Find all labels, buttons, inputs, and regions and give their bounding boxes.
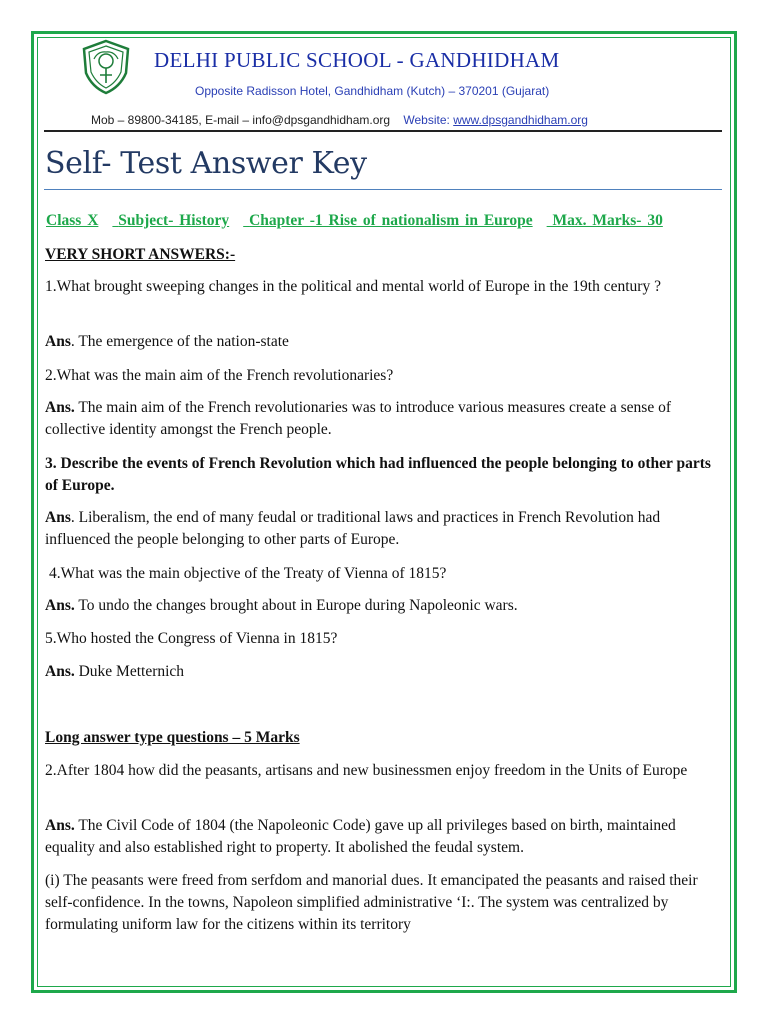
ans-label: Ans bbox=[45, 509, 71, 526]
answer-5 bbox=[45, 661, 725, 683]
long-answer-2 bbox=[45, 815, 725, 859]
question-4: 4.What was the main objective of the Treaty of Vienna of 1815? bbox=[49, 565, 447, 582]
long-answer-2-point-i: (i) The peasants were freed from serfdom and manorial dues. It emancipated the peasants and raised their self-confidence. In the towns, Napoleon simplified administrative ‘I:. The system was centralized by formulating uniform law for the citizens within its territory bbox=[45, 872, 698, 933]
contact-info: Mob – 89800-34185, E-mail – info@dpsgandhidham.org bbox=[91, 113, 391, 127]
title-divider bbox=[44, 189, 722, 190]
ans-label: Ans. bbox=[45, 663, 75, 680]
class-info-line bbox=[46, 212, 663, 230]
long-answer-2-text: The Civil Code of 1804 (the Napoleonic Code) gave up all privileges based on birth, maintained equality and also established right to property. It abolished the feudal system. bbox=[45, 817, 676, 856]
subject-label: Subject- History bbox=[118, 212, 230, 229]
chapter-label: Chapter -1 Rise of nationalism in Europe bbox=[249, 212, 533, 229]
school-crest-icon bbox=[80, 39, 132, 95]
answer-4 bbox=[45, 595, 725, 617]
answer-3 bbox=[45, 507, 725, 551]
answer-4-text: To undo the changes brought about in Europe during Napoleonic wars. bbox=[74, 597, 518, 614]
ans-label: Ans. bbox=[45, 399, 75, 416]
question-3 bbox=[45, 453, 725, 497]
ans-label: Ans. bbox=[45, 597, 75, 614]
page-title: Self- Test Answer Key bbox=[45, 146, 367, 181]
school-name: DELHI PUBLIC SCHOOL - GANDHIDHAM bbox=[154, 48, 560, 72]
question-3-text: . Describe the events of French Revolution which had influenced the people belonging to other parts of Europe. bbox=[45, 455, 711, 494]
ans-label: Ans bbox=[45, 333, 71, 350]
question-3-number: 3 bbox=[45, 455, 53, 472]
school-address: Opposite Radisson Hotel, Gandhidham (Kutch) – 370201 (Gujarat) bbox=[195, 84, 550, 98]
answer-2 bbox=[45, 397, 725, 441]
answer-2-text: The main aim of the French revolutionaries was to introduce various measures create a sense of collective identity amongst the French people. bbox=[45, 399, 671, 438]
question-2: 2.What was the main aim of the French revolutionaries? bbox=[45, 367, 394, 384]
question-1: 1.What brought sweeping changes in the political and mental world of Europe in the 19th century ? bbox=[45, 278, 661, 295]
class-label: Class X bbox=[46, 212, 99, 229]
long-answer-heading: Long answer type questions – 5 Marks bbox=[45, 729, 300, 746]
answer-3-text: . Liberalism, the end of many feudal or traditional laws and practices in French Revolution had influenced the people belonging to other parts of Europe. bbox=[45, 509, 661, 548]
header-divider bbox=[44, 130, 722, 132]
website-label: Website: bbox=[403, 113, 450, 127]
very-short-heading: VERY SHORT ANSWERS:- bbox=[45, 246, 236, 263]
marks-label: Max. Marks- 30 bbox=[552, 212, 663, 229]
contact-line bbox=[91, 113, 588, 127]
website-link[interactable]: www.dpsgandhidham.org bbox=[453, 113, 588, 127]
answer-1-text: . The emergence of the nation-state bbox=[70, 333, 289, 350]
answer-5-text: Duke Metternich bbox=[74, 663, 185, 680]
long-question-2: 2.After 1804 how did the peasants, artisans and new businessmen enjoy freedom in the Units of Europe bbox=[45, 762, 688, 779]
answer-1 bbox=[45, 331, 725, 353]
question-5: 5.Who hosted the Congress of Vienna in 1815? bbox=[45, 630, 338, 647]
ans-label: Ans. bbox=[45, 817, 75, 834]
